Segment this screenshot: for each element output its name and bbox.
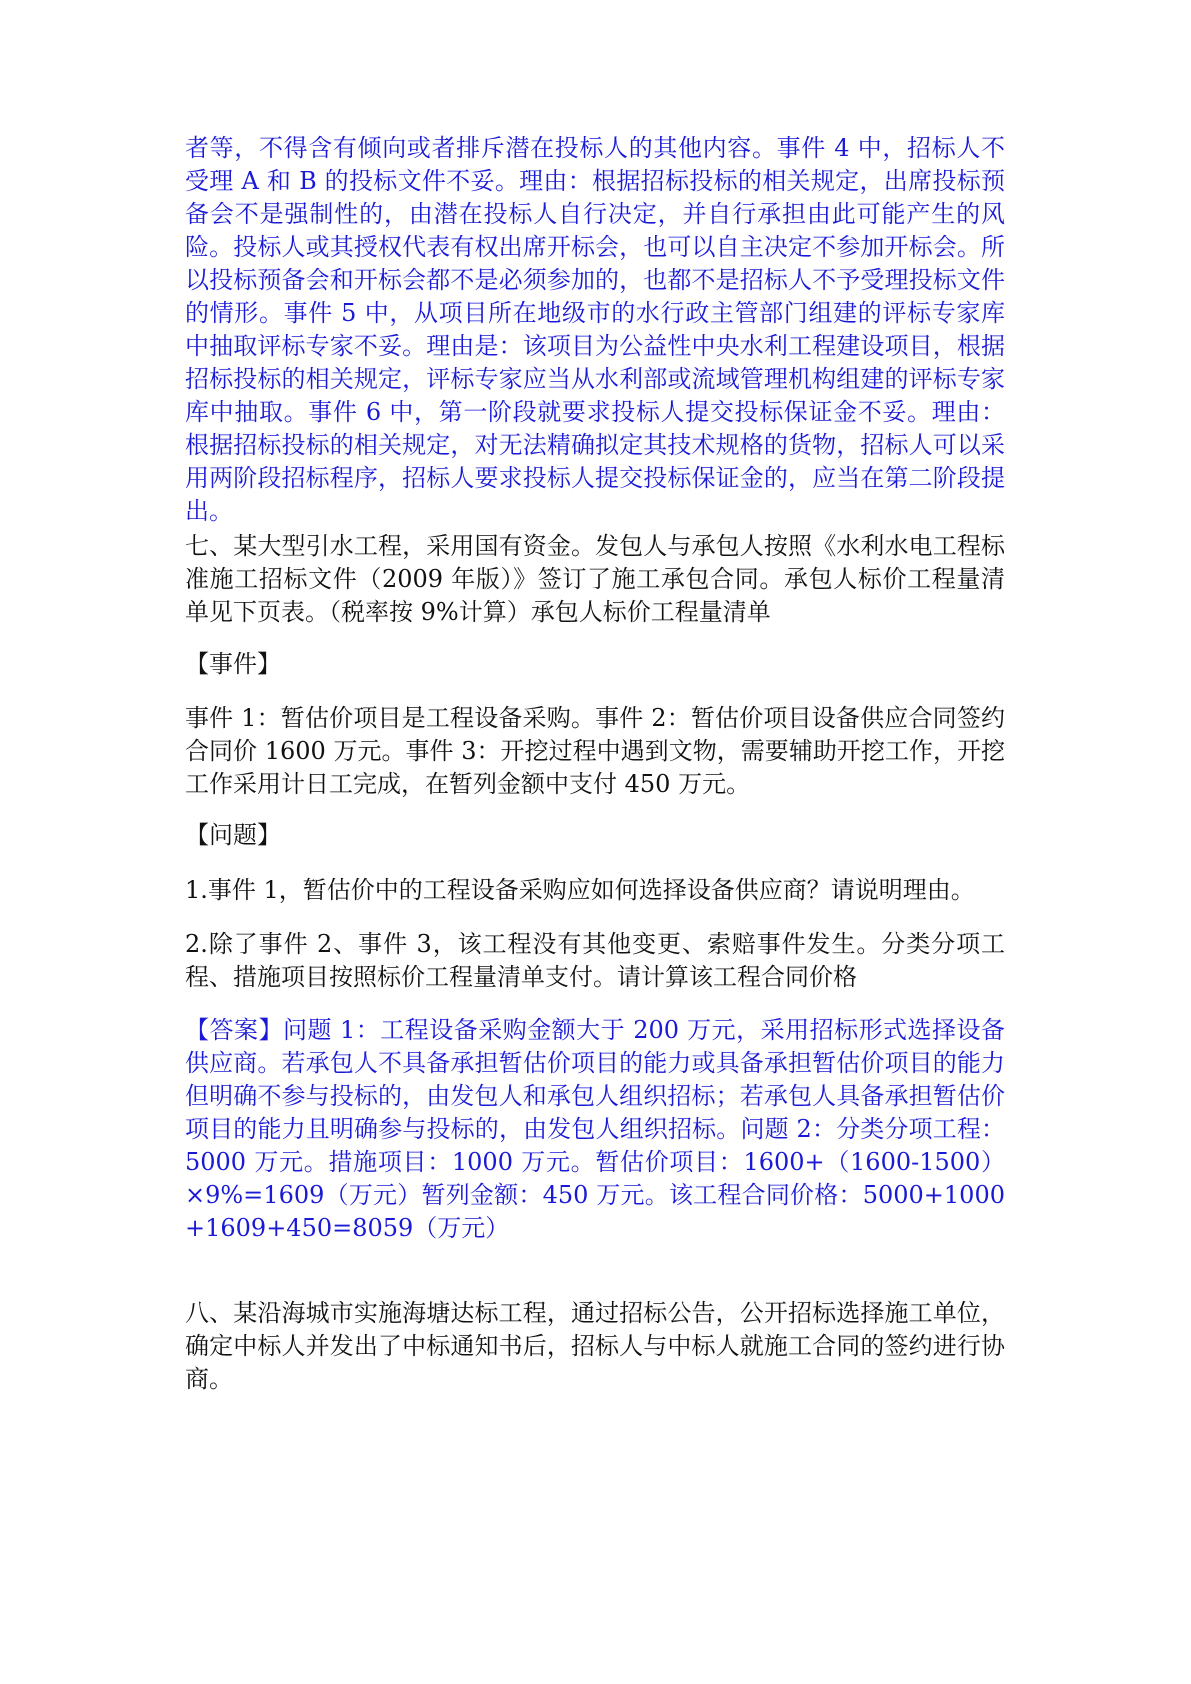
previous-answer-continued: 者等，不得含有倾向或者排斥潜在投标人的其他内容。事件 4 中，招标人不受理 A 和 B 的投标文件不妥。理由：根据招标投标的相关规定，出席投标预备会不是强制性的，由潜在投标人自行决定，并自行承担由此可能产生的风险。投标人或其授权代表有权出席开标会，也可以自主决定不参加开标会。所以投标预备会和开标会都不是必须参加的，也都不是招标人不予受理投标文件的情形。事件 5 中，从项目所在地级市的水行政主管部门组建的评标专家库中抽取评标专家不妥。理由是：该项目为公益性中央水利工程建设项目，根据招标投标的相关规定，评标专家应当从水利部或流域管理机构组建的评标专家库中抽取。事件 6 中，第一阶段就要求投标人提交投标保证金不妥。理由：根据招标投标的相关规定，对无法精确拟定其技术规格的货物，招标人可以采用两阶段招标程序，招标人要求投标人提交投标保证金的，应当在第二阶段提出。 (185, 134, 1005, 525)
answer-block (185, 1014, 1005, 1245)
events-text: 事件 1：暂估价项目是工程设备采购。事件 2：暂估价项目设备供应合同签约合同价 1600 万元。事件 3：开挖过程中遇到文物，需要辅助开挖工作，开挖工作采用计日工完成，在暂列金额中支付 450 万元。 (185, 704, 1005, 798)
events-heading: 【事件】 (185, 650, 281, 678)
answer-label: 【答案】 (185, 1016, 283, 1044)
question-8-intro: 八、某沿海城市实施海塘达标工程，通过招标公告，公开招标选择施工单位，确定中标人并发出了中标通知书后，招标人与中标人就施工合同的签约进行协商。 (185, 1299, 1005, 1393)
questions-heading: 【问题】 (185, 821, 281, 849)
question-7-intro: 七、某大型引水工程，采用国有资金。发包人与承包人按照《水利水电工程标准施工招标文件（2009 年版）》签订了施工承包合同。承包人标价工程量清单见下页表。（税率按 9%计算）承包人标价工程量清单 (185, 532, 1005, 626)
answer-text: 问题 1：工程设备采购金额大于 200 万元，采用招标形式选择设备供应商。若承包人不具备承担暂估价项目的能力或具备承担暂估价项目的能力但明确不参与投标的，由发包人和承包人组织招标；若承包人具备承担暂估价项目的能力且明确参与投标的，由发包人组织招标。问题 2：分类分项工程：5000 万元。措施项目：1000 万元。暂估价项目：1600+（1600-1500）×9%=1609（万元）暂列金额：450 万元。该工程合同价格：5000+1000+1609+450=8059（万元） (185, 1016, 1006, 1242)
question-2: 2.除了事件 2、事件 3，该工程没有其他变更、索赔事件发生。分类分项工程、措施项目按照标价工程量清单支付。请计算该工程合同价格 (185, 930, 1005, 991)
question-1: 1.事件 1，暂估价中的工程设备采购应如何选择设备供应商？请说明理由。 (185, 876, 975, 904)
